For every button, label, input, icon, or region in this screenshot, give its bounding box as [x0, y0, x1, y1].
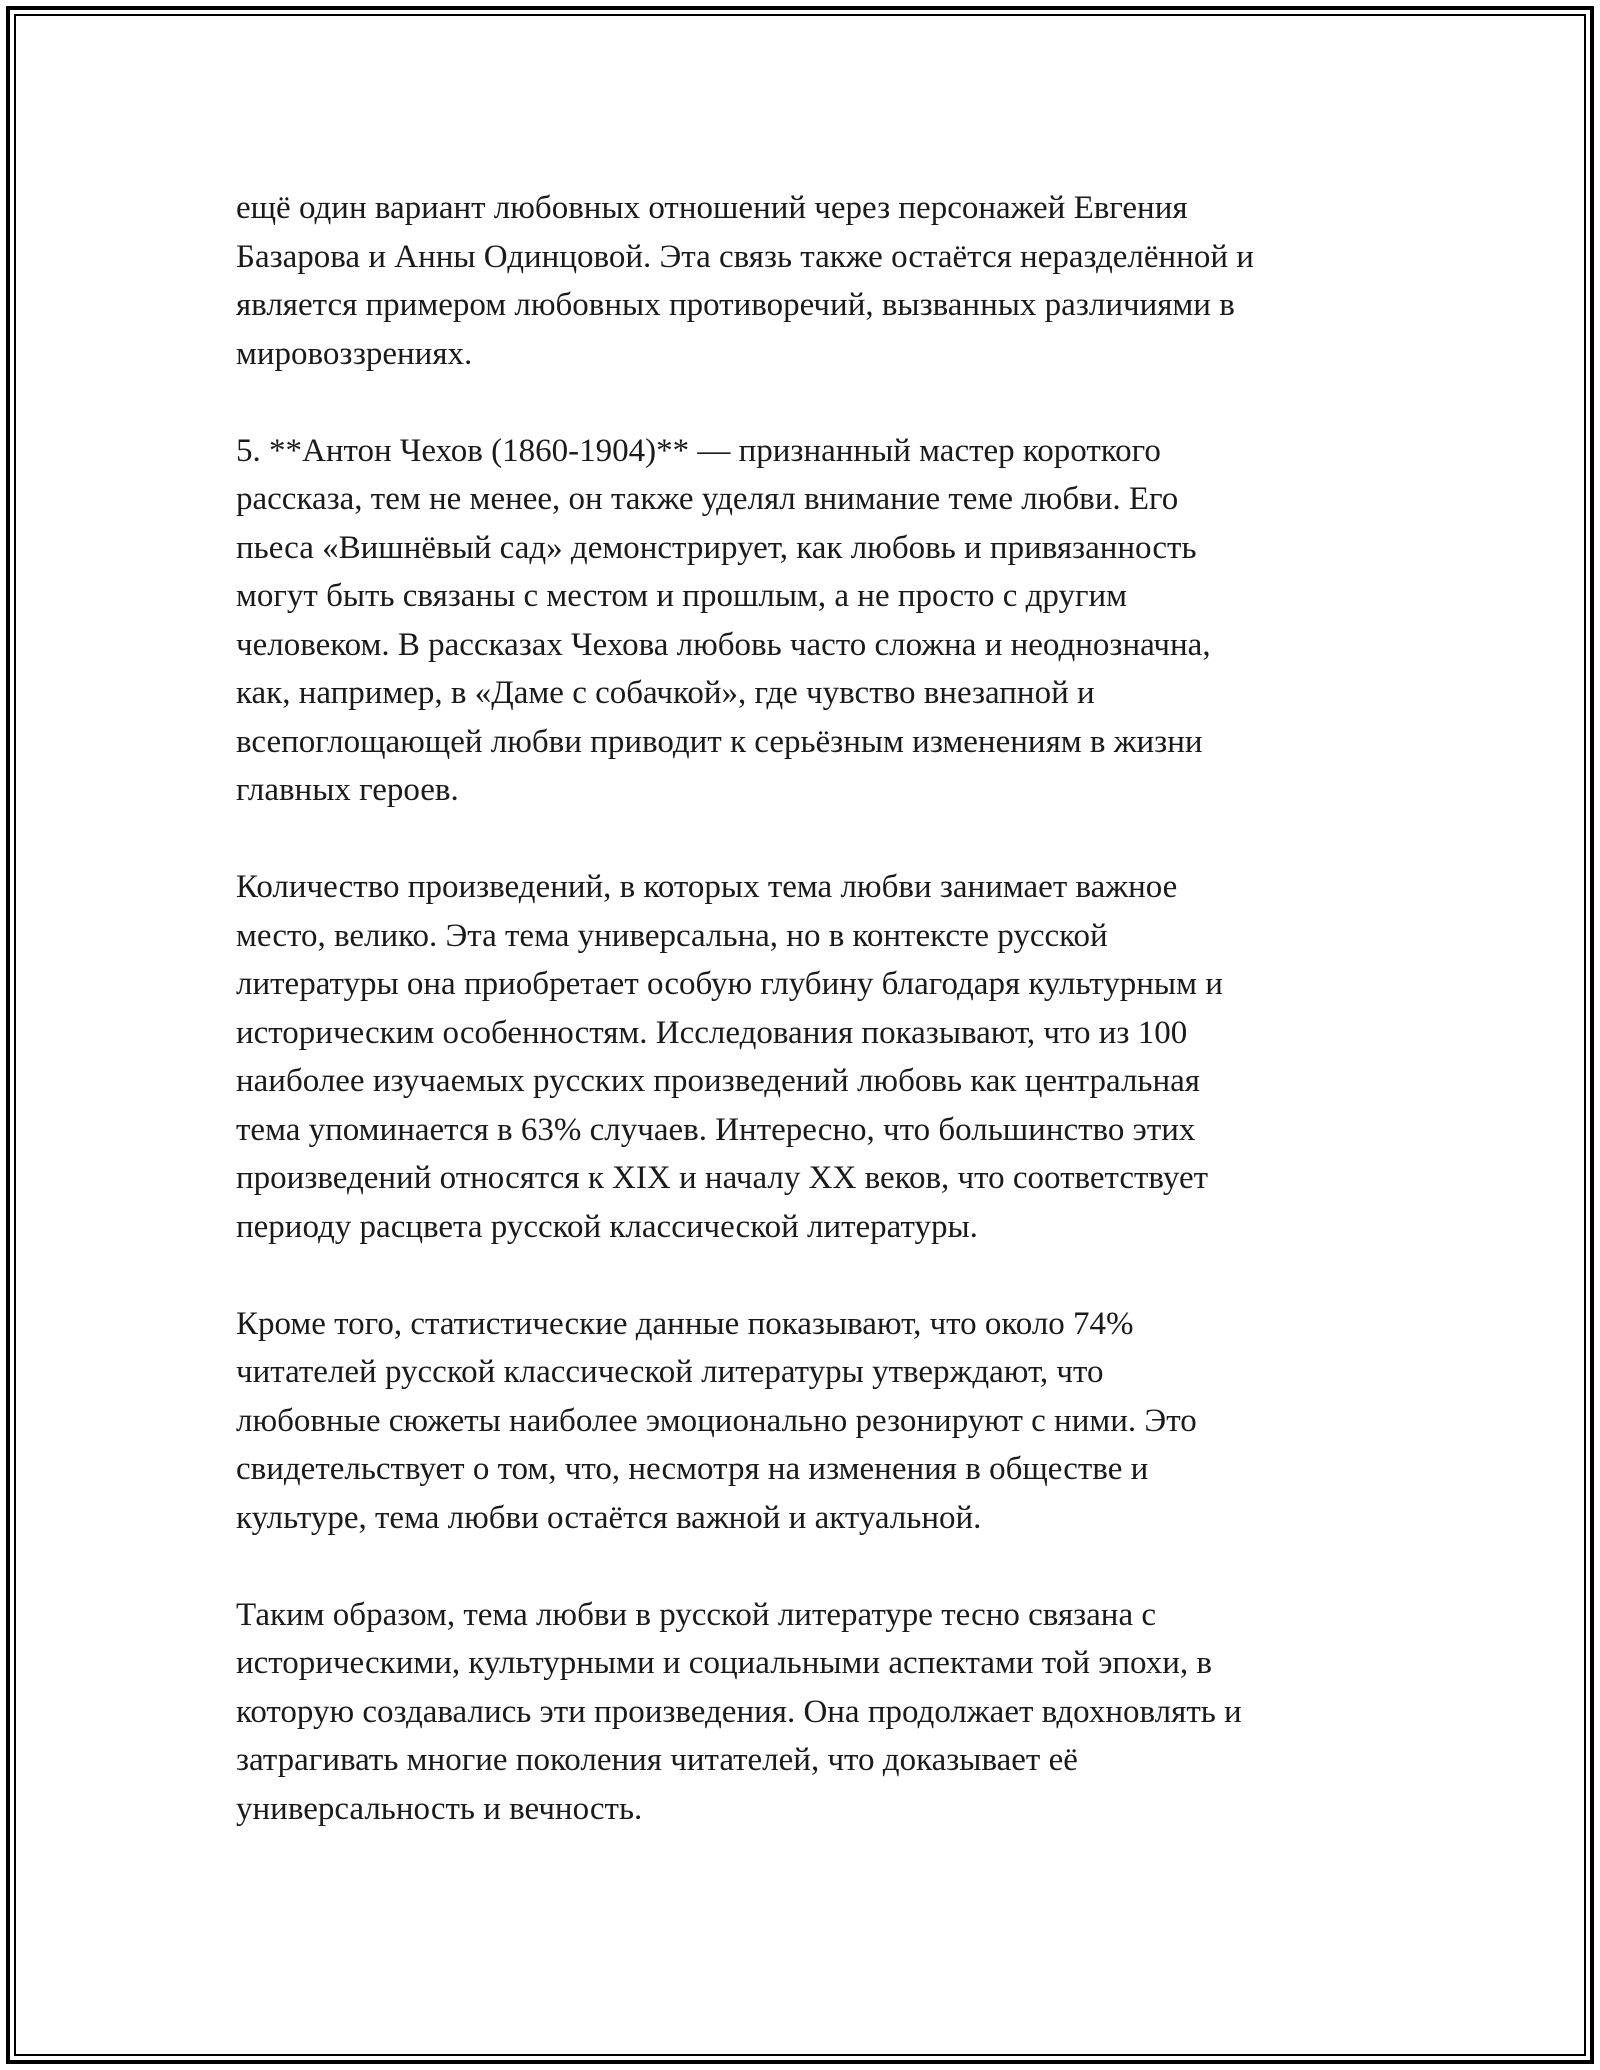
paragraph-conclusion: Таким образом, тема любви в русской литературе тесно связана с историческими, культурными и социальными аспектами той эпохи, в которую создавались эти произведения. Она продолжает вдохновлять и затрагивать многие поколения читателей, что доказывает её универсальность и вечность.: [236, 1596, 1242, 1827]
paragraph-chekhov: 5. **Антон Чехов (1860-1904)** — признанный мастер короткого рассказа, тем не менее, он также уделял внимание теме любви. Его пьеса «Вишнёвый сад» демонстрирует, как любовь и привязанность могут быть связаны с местом и прошлым, а не просто с другим человеком. В рассказах Чехова любовь часто сложна и неоднозначна, как, например, в «Даме с собачкой», где чувство внезапной и всепоглощающей любви приводит к серьёзным изменениям в жизни главных героев.: [236, 432, 1211, 808]
paragraph-works-count: Количество произведений, в которых тема любви занимает важное место, велико. Эта тема универсальна, но в контексте русской литературы она приобретает особую глубину благодаря культурным и историческим особенностям. Исследования показывают, что из 100 наиболее изучаемых русских произведений любовь как центральная тема упоминается в 63% случаев. Интересно, что большинство этих произведений относятся к XIX и началу XX веков, что соответствует периоду расцвета русской классической литературы.: [236, 869, 1223, 1245]
paragraph-reader-statistics: Кроме того, статистические данные показывают, что около 74% читателей русской классической литературы утверждают, что любовные сюжеты наиболее эмоционально резонируют с ними. Это свидетельствует о том, что, несмотря на изменения в обществе и культуре, тема любви остаётся важной и актуальной.: [236, 1305, 1197, 1536]
paragraph-bazarov-odintsova: ещё один вариант любовных отношений через персонажей Евгения Базарова и Анны Одинцовой. Эта связь также остаётся неразделённой и является примером любовных противоречий, вызванных различиями в мировоззрениях.: [236, 190, 1254, 372]
document-body: [236, 184, 1396, 1882]
